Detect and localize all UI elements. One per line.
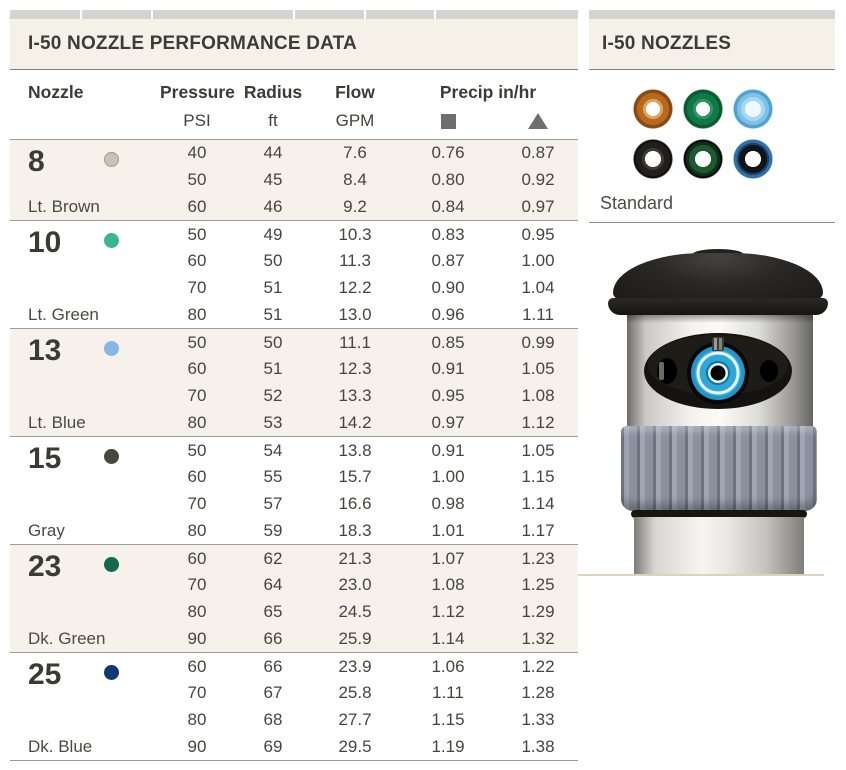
precip-triangle-value: 1.28: [521, 683, 555, 703]
nozzle-group-23: [10, 544, 578, 652]
strip-segment: [436, 10, 578, 19]
table-row: [160, 248, 578, 275]
table-row: [160, 221, 578, 248]
flow-gpm-value: 7.6: [343, 143, 367, 163]
strip-segment: [295, 10, 364, 19]
nozzle-color-dot: [104, 449, 119, 464]
pressure-psi-value: 70: [187, 494, 207, 514]
precip-triangle-value: 0.87: [521, 143, 555, 163]
precip-square-icon: [441, 114, 456, 129]
flow-gpm-value: 25.9: [338, 628, 372, 648]
pressure-psi-value: 50: [187, 224, 207, 244]
pressure-psi-value: 60: [187, 251, 207, 271]
precip-triangle-value: 1.00: [521, 251, 555, 271]
precip-square-value: 1.00: [431, 467, 465, 487]
table-row: [160, 329, 578, 356]
pressure-psi-value: 80: [187, 710, 207, 730]
flow-gpm-value: 24.5: [338, 602, 372, 622]
flow-gpm-value: 8.4: [343, 170, 367, 190]
nozzle-color-name: Lt. Brown: [28, 197, 100, 217]
nozzle-id: [28, 444, 160, 476]
flow-gpm-value: 11.3: [339, 251, 371, 271]
table-row: [160, 302, 578, 329]
precip-triangle-value: 1.11: [522, 304, 554, 324]
pressure-psi-value: 40: [187, 143, 207, 163]
precip-triangle-value: 1.08: [521, 386, 555, 406]
pressure-psi-value: 50: [187, 170, 207, 190]
nozzle-group-25: [10, 652, 578, 760]
flow-gpm-value: 12.3: [338, 359, 372, 379]
radius-ft-value: 68: [263, 710, 283, 730]
table-row: [160, 653, 578, 680]
nozzle-cell: [10, 140, 160, 220]
precip-triangle-value: 1.32: [521, 628, 555, 648]
nozzle-id: [28, 660, 160, 692]
nozzle-product-photo: [589, 253, 835, 575]
precip-triangle-value: 1.17: [521, 520, 555, 540]
precip-square-value: 0.84: [431, 196, 465, 216]
radius-ft-value: 44: [263, 143, 283, 163]
flow-gpm-value: 13.0: [338, 304, 372, 324]
nozzle-cell: [10, 221, 160, 328]
precip-square-value: 0.91: [431, 359, 465, 379]
light-blue-nozzle-ring: [733, 89, 773, 129]
precip-triangle-value: 1.05: [521, 440, 555, 460]
precip-triangle-value: 1.23: [521, 548, 555, 568]
table-row: [160, 545, 578, 572]
performance-table-panel: [10, 10, 578, 770]
nozzle-color-dot: [104, 233, 119, 248]
pressure-psi-value: 60: [187, 359, 207, 379]
flow-gpm-value: 15.7: [338, 467, 372, 487]
nozzle-cell: [10, 653, 160, 760]
precip-triangle-value: 1.15: [521, 467, 555, 487]
table-row: [160, 680, 578, 707]
radius-ft-value: 69: [263, 736, 283, 756]
pressure-psi-value: 80: [187, 304, 207, 324]
nozzle-id: [28, 147, 160, 179]
precip-square-value: 0.80: [431, 170, 465, 190]
table-top-strip: [10, 10, 578, 19]
precip-square-cell: [398, 114, 498, 129]
pressure-psi-value: 70: [187, 575, 207, 595]
precip-square-value: 0.85: [431, 332, 465, 352]
table-row: [160, 410, 578, 437]
radius-ft-value: 45: [263, 170, 283, 190]
radius-ft-value: 54: [263, 440, 283, 460]
radius-ft-value: 52: [263, 386, 283, 406]
col-subheader-gpm: GPM: [335, 111, 375, 130]
performance-table-header: [10, 19, 578, 70]
orange-nozzle-ring: [633, 89, 673, 129]
precip-triangle-value: 0.99: [521, 332, 555, 352]
photo-bottom-rule: [578, 574, 824, 576]
group-rows: [160, 221, 578, 328]
radius-ft-value: 57: [263, 494, 283, 514]
precip-triangle-value: 1.04: [521, 278, 555, 298]
group-rows: [160, 329, 578, 436]
precip-square-value: 0.97: [431, 412, 465, 432]
radius-ft-value: 66: [263, 656, 283, 676]
nozzle-color-dot: [104, 557, 119, 572]
radius-ft-value: 50: [263, 332, 283, 352]
table-row: [160, 356, 578, 383]
nozzles-panel: [589, 10, 835, 770]
nozzle-group-13: [10, 328, 578, 436]
nozzle-screw-detail: [712, 337, 724, 351]
pressure-psi-value: 50: [187, 332, 207, 352]
nozzles-panel-title: I-50 NOZZLES: [602, 33, 732, 54]
nozzle-color-name: Dk. Blue: [28, 737, 93, 757]
rotor-rubber-cap: [613, 253, 823, 300]
precip-triangle-value: 1.05: [521, 359, 555, 379]
pressure-psi-value: 80: [187, 520, 207, 540]
pressure-psi-value: 80: [187, 602, 207, 622]
nozzle-cell: [10, 545, 160, 652]
precip-square-value: 0.76: [431, 143, 465, 163]
radius-ft-value: 66: [263, 628, 283, 648]
caption-divider: [589, 222, 835, 223]
table-row: [160, 491, 578, 518]
precip-square-value: 1.07: [431, 548, 465, 568]
radius-ft-value: 51: [263, 304, 283, 324]
nozzle-rings-image: [633, 89, 783, 179]
pressure-psi-value: 70: [187, 683, 207, 703]
table-column-headers: [10, 70, 578, 140]
precip-square-value: 0.87: [431, 251, 465, 271]
radius-ft-value: 50: [263, 251, 283, 271]
table-row: [160, 194, 578, 221]
group-rows: [160, 437, 578, 544]
precip-triangle-cell: [498, 113, 578, 129]
precip-square-value: 1.19: [431, 736, 465, 756]
strip-segment: [153, 10, 293, 19]
precip-square-value: 0.95: [431, 386, 465, 406]
radius-ft-value: 62: [263, 548, 283, 568]
precip-square-value: 1.01: [431, 520, 465, 540]
pressure-psi-value: 70: [187, 278, 207, 298]
flow-gpm-value: 23.0: [338, 575, 372, 595]
table-row: [160, 140, 578, 167]
flow-gpm-value: 13.3: [338, 386, 372, 406]
rotor-cap-flange: [608, 298, 828, 315]
nozzle-group-8: [10, 140, 578, 220]
pressure-psi-value: 90: [187, 736, 207, 756]
table-row: [160, 734, 578, 761]
precip-triangle-value: 1.29: [521, 602, 555, 622]
precip-triangle-value: 1.25: [521, 575, 555, 595]
nozzle-number: 13: [28, 334, 62, 368]
precip-triangle-value: 0.95: [521, 224, 555, 244]
flow-gpm-value: 29.5: [338, 736, 372, 756]
flow-gpm-value: 25.8: [338, 683, 372, 703]
nozzles-caption: Standard: [600, 193, 674, 213]
table-row: [160, 599, 578, 626]
nozzle-color-dot: [104, 665, 119, 680]
pressure-psi-value: 60: [187, 467, 207, 487]
precip-square-value: 1.12: [431, 602, 465, 622]
radius-ft-value: 65: [263, 602, 283, 622]
flow-gpm-value: 21.3: [338, 548, 372, 568]
nozzle-number: 10: [28, 226, 62, 260]
table-row: [160, 167, 578, 194]
table-row: [160, 518, 578, 545]
flow-gpm-value: 27.7: [338, 710, 372, 730]
radius-ft-value: 49: [263, 224, 283, 244]
flow-gpm-value: 9.2: [343, 196, 367, 216]
radius-ft-value: 53: [263, 412, 283, 432]
nozzle-color-dot: [104, 152, 119, 167]
radius-ft-value: 46: [263, 196, 283, 216]
table-row: [160, 437, 578, 464]
dark-green-nozzle-ring: [683, 139, 723, 179]
group-rows: [160, 140, 578, 220]
nozzles-panel-header: [589, 19, 835, 70]
pressure-psi-value: 90: [187, 628, 207, 648]
precip-square-value: 0.83: [431, 224, 465, 244]
green-nozzle-ring: [683, 89, 723, 129]
precip-square-value: 0.91: [431, 440, 465, 460]
radius-ft-value: 55: [263, 467, 283, 487]
col-subheader-ft: ft: [268, 111, 278, 130]
nozzle-group-10: [10, 220, 578, 328]
flow-gpm-value: 10.3: [338, 224, 372, 244]
nozzle-number: 25: [28, 658, 62, 692]
precip-triangle-value: 1.14: [521, 494, 555, 514]
radius-ft-value: 59: [263, 520, 283, 540]
pressure-psi-value: 60: [187, 656, 207, 676]
precip-triangle-icon: [528, 113, 548, 129]
flow-gpm-value: 13.8: [338, 440, 372, 460]
flow-gpm-value: 11.1: [339, 332, 371, 352]
strip-segment: [10, 10, 80, 19]
precip-square-value: 1.08: [431, 575, 465, 595]
nozzle-cell: [10, 437, 160, 544]
pressure-psi-value: 50: [187, 440, 207, 460]
col-header-nozzle: Nozzle: [28, 82, 84, 102]
nozzle-id: [28, 336, 160, 368]
precip-square-value: 0.90: [431, 278, 465, 298]
performance-table-title: I-50 NOZZLE PERFORMANCE DATA: [28, 33, 357, 54]
table-row: [160, 383, 578, 410]
flow-gpm-value: 23.9: [338, 656, 372, 676]
nozzle-id: [28, 552, 160, 584]
table-row: [160, 626, 578, 653]
pressure-psi-value: 70: [187, 386, 207, 406]
radius-ft-value: 51: [263, 359, 283, 379]
precip-triangle-value: 1.12: [521, 412, 555, 432]
pressure-psi-value: 60: [187, 196, 207, 216]
precip-square-value: 1.15: [431, 710, 465, 730]
radius-ft-value: 51: [263, 278, 283, 298]
nozzle-color-dot: [104, 341, 119, 356]
strip-segment: [589, 10, 835, 19]
rotor-ribbed-collar: [621, 426, 817, 511]
table-row: [160, 572, 578, 599]
flow-gpm-value: 12.2: [338, 278, 372, 298]
precip-square-value: 0.98: [431, 494, 465, 514]
col-header-pressure: Pressure: [160, 82, 235, 102]
nozzle-group-15: [10, 436, 578, 544]
precip-triangle-value: 0.92: [521, 170, 555, 190]
nozzle-color-name: Lt. Blue: [28, 413, 86, 433]
col-header-precip: Precip in/hr: [439, 82, 537, 102]
strip-segment: [366, 10, 434, 19]
nozzle-cell: [10, 329, 160, 436]
precip-square-value: 1.14: [431, 628, 465, 648]
flow-gpm-value: 14.2: [338, 412, 372, 432]
nozzle-color-name: Gray: [28, 521, 65, 541]
col-subheader-psi: PSI: [183, 111, 211, 130]
col-header-flow: Flow: [335, 82, 375, 102]
dark-blue-nozzle-ring: [733, 139, 773, 179]
radius-ft-value: 67: [263, 683, 283, 703]
flow-gpm-value: 16.6: [338, 494, 372, 514]
rotor-chrome-base: [634, 517, 804, 574]
nozzle-number: 8: [28, 145, 45, 178]
nozzle-color-name: Dk. Green: [28, 629, 106, 649]
precip-square-value: 1.06: [431, 656, 465, 676]
precip-triangle-value: 1.33: [521, 710, 555, 730]
nozzle-id: [28, 228, 160, 260]
strip-segment: [82, 10, 151, 19]
nozzle-mount-plate: [642, 331, 794, 411]
precip-triangle-value: 1.22: [521, 656, 555, 676]
precip-square-value: 0.96: [431, 304, 465, 324]
group-rows: [160, 545, 578, 652]
col-header-radius: Radius: [243, 82, 303, 102]
pressure-psi-value: 60: [187, 548, 207, 568]
flow-gpm-value: 18.3: [338, 520, 372, 540]
pressure-psi-value: 80: [187, 412, 207, 432]
table-row: [160, 275, 578, 302]
table-body: [10, 140, 578, 761]
group-rows: [160, 653, 578, 760]
precip-triangle-value: 1.38: [521, 736, 555, 756]
table-row: [160, 464, 578, 491]
nozzles-top-strip: [589, 10, 835, 19]
black-nozzle-ring: [633, 139, 673, 179]
table-row: [160, 707, 578, 734]
radius-ft-value: 64: [263, 575, 283, 595]
precip-square-value: 1.11: [432, 683, 464, 703]
nozzle-number: 23: [28, 550, 62, 584]
nozzle-color-name: Lt. Green: [28, 305, 99, 325]
precip-triangle-value: 0.97: [521, 196, 555, 216]
nozzle-number: 15: [28, 442, 62, 476]
